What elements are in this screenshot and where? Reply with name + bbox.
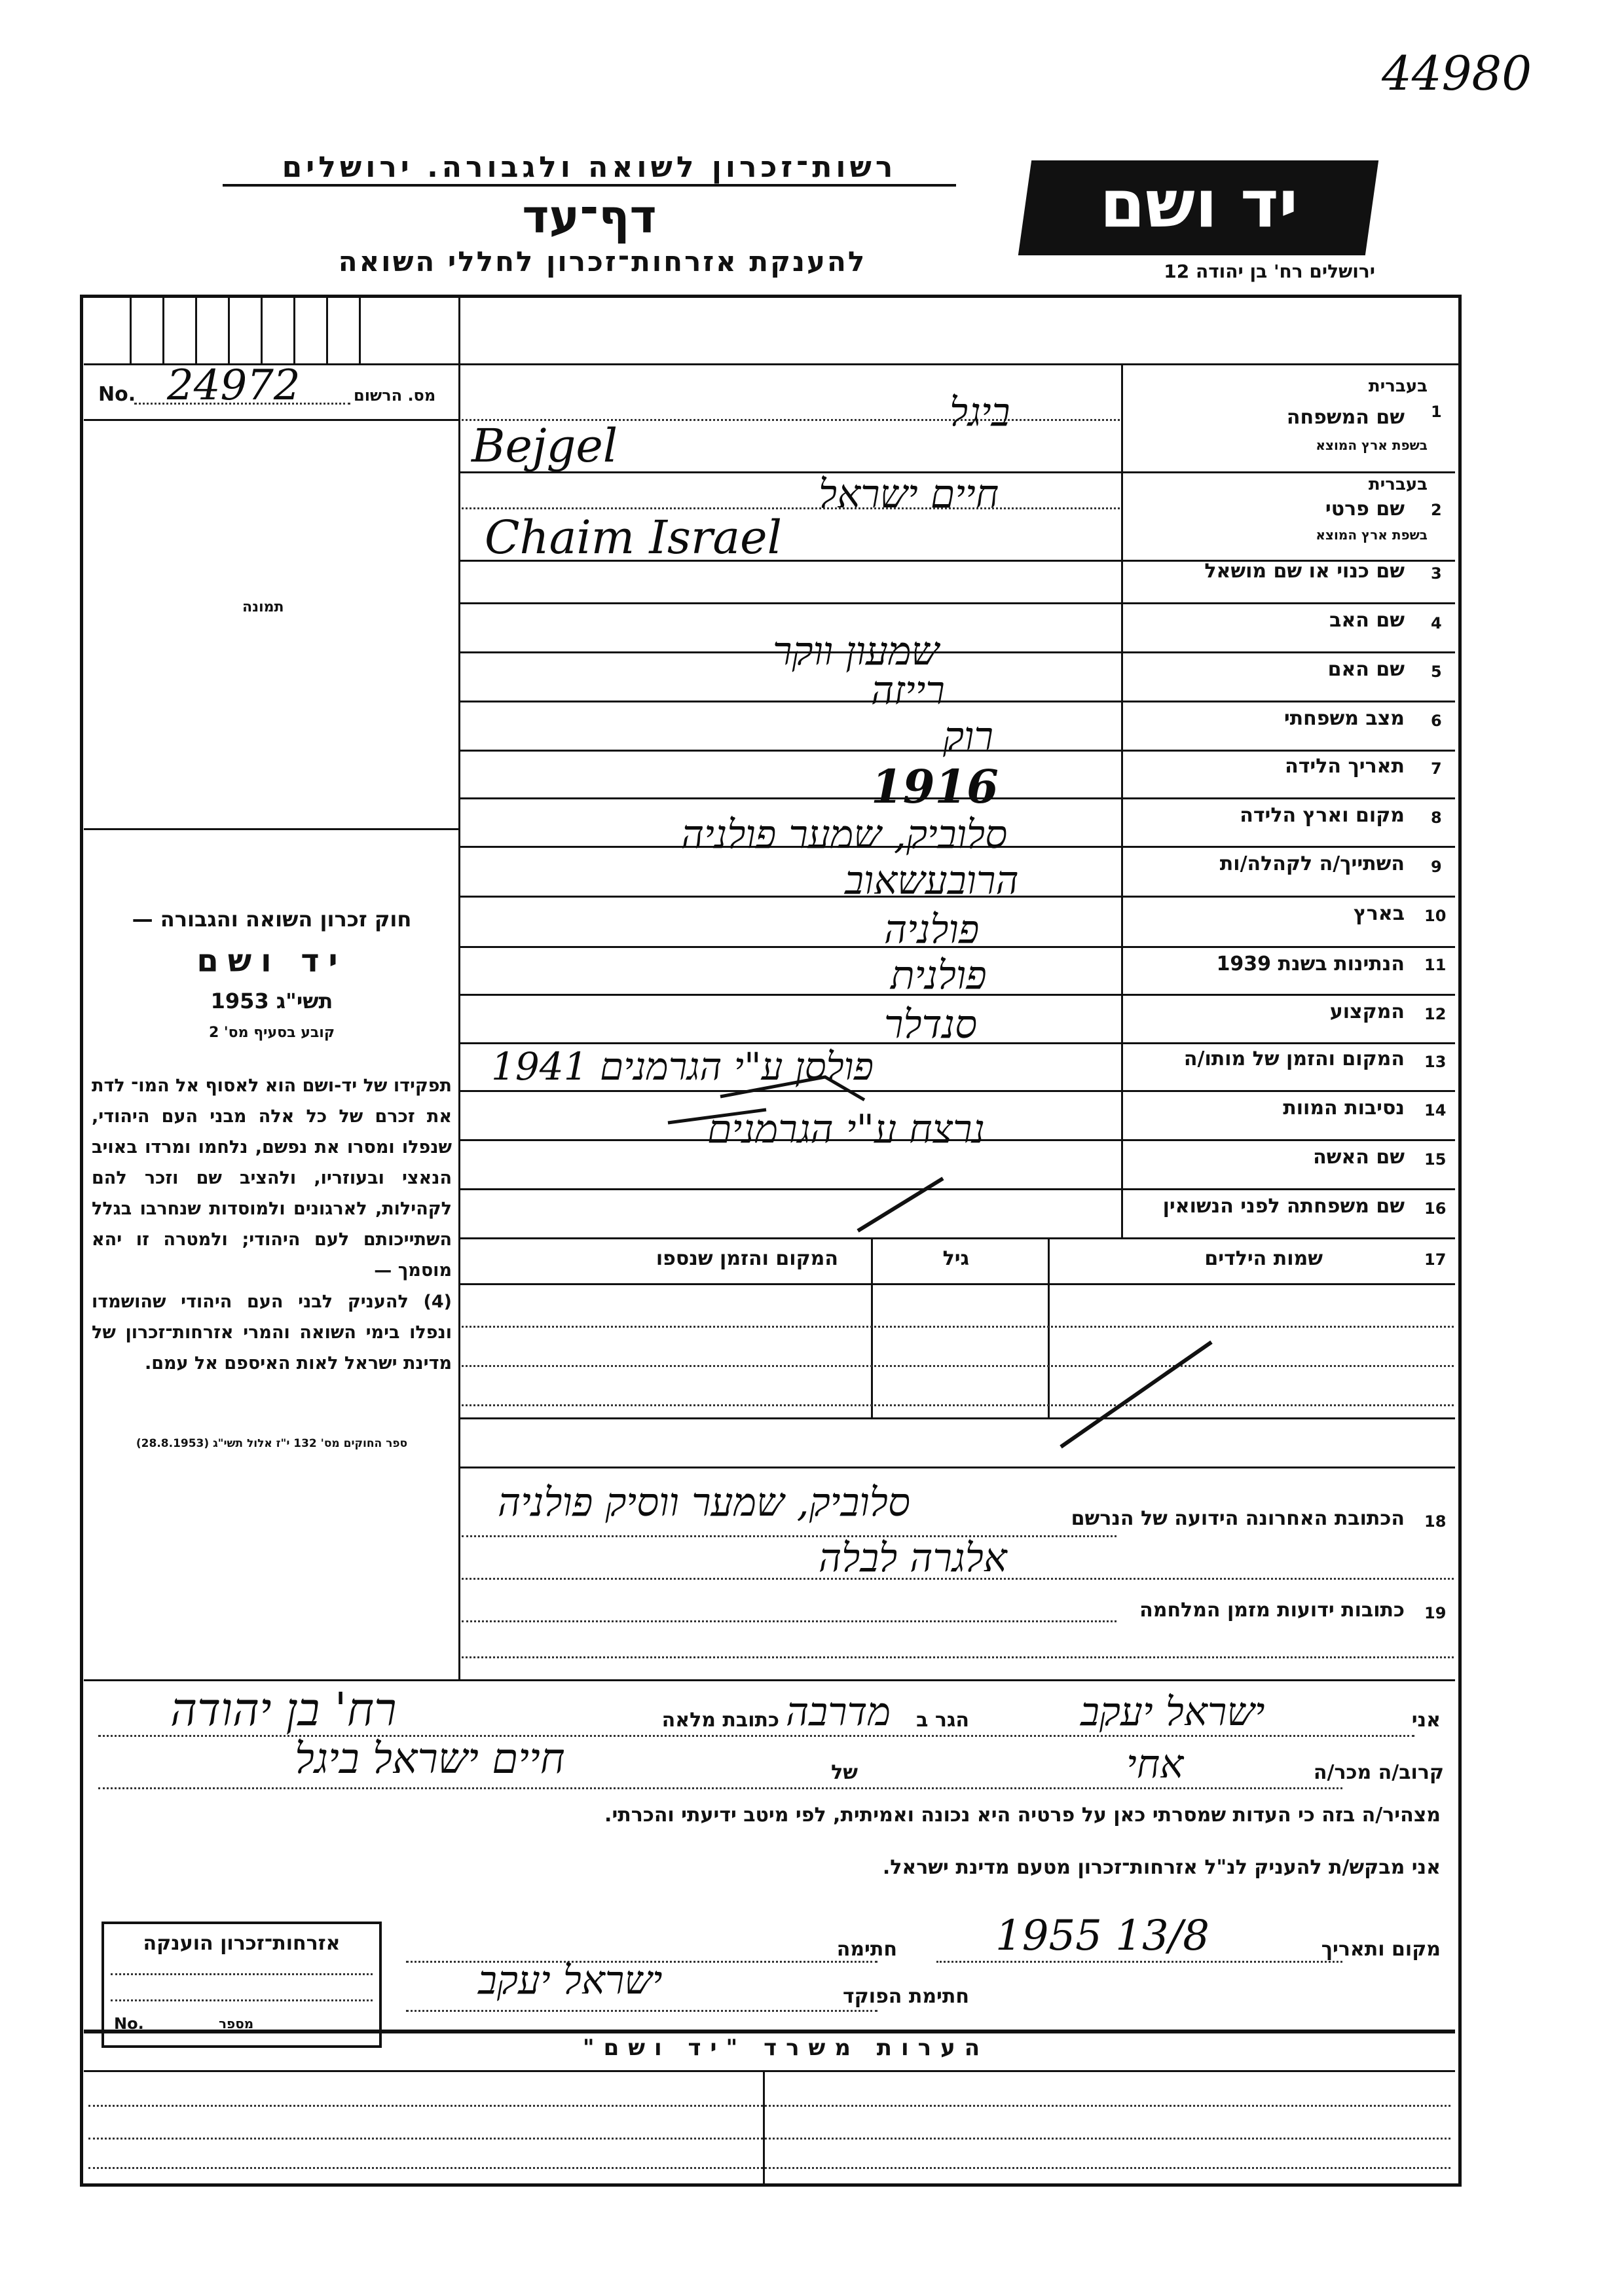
notes-line: [88, 2138, 1450, 2140]
label-column-divider: [1121, 363, 1123, 1237]
registration-number: 24972: [167, 361, 301, 410]
decl-signature-value: ישראל יעקב: [478, 1958, 663, 2003]
field-4-num: 4: [1431, 614, 1442, 632]
field-13-label: המקום והזמן של מותו/ה: [1183, 1048, 1405, 1070]
decl-address-label: כתובת מלאה: [661, 1709, 779, 1732]
field-2-value-origin: Chaim Israel: [485, 511, 782, 564]
field-1-value: ביגל: [950, 390, 1010, 435]
field-11-num: 11: [1424, 956, 1447, 974]
certificate-number-label: מספר: [219, 2016, 254, 2032]
field-14-label: נסיבות המוות: [1283, 1097, 1405, 1120]
decl-city-value: מדרבה: [786, 1689, 891, 1735]
cert-dotline: [111, 1973, 373, 1975]
law-year: תשי"ג 1953: [210, 989, 333, 1013]
field-9-num: 9: [1431, 858, 1442, 876]
strip-tick: [326, 298, 328, 363]
field-14-num: 14: [1424, 1101, 1447, 1120]
field-19-line: [462, 1656, 1454, 1658]
cert-dotline: [111, 1999, 373, 2001]
yad-vashem-logo: [1018, 160, 1378, 255]
authority-title: רשות־זכרון לשואה ולגבורה. ירושלים: [223, 151, 956, 187]
form-title: דף־עד: [522, 190, 657, 244]
left-column-divider: [458, 298, 460, 1679]
field-7-num: 7: [1431, 759, 1442, 778]
field-6-value: רוק: [943, 714, 993, 759]
field-19-label: כתובות ידועות מזמן המלחמה: [1139, 1599, 1405, 1622]
strip-tick: [359, 298, 361, 363]
notes-top-line: [84, 2030, 1455, 2033]
row-line: [458, 651, 1455, 653]
strip-tick: [293, 298, 295, 363]
field-4-label: שם האב: [1329, 609, 1405, 632]
field-7-value: 1916: [871, 759, 999, 814]
field-15-label: שם האשה: [1313, 1146, 1405, 1169]
decl-official-sig-label: חתימת הפוקד: [843, 1985, 969, 2008]
field-18-line: [462, 1578, 1454, 1580]
field-16-label: שם משפחתה לפני הנשואין: [1162, 1195, 1405, 1218]
field-8-num: 8: [1431, 809, 1442, 827]
field-2-sub-hebrew: בעברית: [1368, 475, 1428, 494]
field-1-num: 1: [1431, 403, 1442, 421]
logo-address: ירושלים רח' בן יהודה 12: [1164, 261, 1375, 282]
field-5-num: 5: [1431, 663, 1442, 681]
field-1-sub-hebrew: בעברית: [1368, 376, 1428, 396]
field-9-label: השתייך/ה לקהלה/ות: [1219, 852, 1405, 875]
field-1-value-origin: Bejgel: [471, 419, 618, 473]
field-15-num: 15: [1424, 1150, 1447, 1169]
photo-label: תמונה: [242, 599, 284, 615]
decl-statement-2: אני מבקש/ת להעניק לנ"ל אזרחות־זכרון מטעם מדינת ישראל.: [882, 1856, 1441, 1879]
field-16-num: 16: [1424, 1199, 1447, 1218]
registration-no-label: No.: [98, 383, 136, 406]
strip-tick: [195, 298, 197, 363]
field-6-label: מצב משפחתי: [1283, 707, 1405, 730]
decl-line: [406, 2010, 877, 2012]
field-10-label: בארץ: [1353, 902, 1405, 925]
decl-place-date-label: מקום ותאריך: [1321, 1938, 1441, 1961]
diagonal-stroke: [858, 1178, 943, 1231]
children-bottom-line: [458, 1417, 1455, 1419]
strike-stroke: [668, 1110, 766, 1123]
certificate-no-label: No.: [114, 2014, 144, 2033]
field-10-value: פולניה: [884, 907, 980, 953]
law-paragraph-2: (4) להעניק לבני העם היהודי שהושמדו ונפלו בימי השואה והמרי אזרחות־זכרון של מדינת ישראל לאות האיספם אל עמם.: [92, 1292, 452, 1374]
decl-name-value: ישראל יעקב: [1080, 1689, 1265, 1735]
field-9-value: הרובעשאוב: [845, 858, 1019, 903]
row-line: [458, 701, 1455, 702]
notes-line: [88, 2105, 1450, 2107]
registration-label: מס. הרשום: [354, 386, 436, 405]
law-title: חוק זכרון השואה והגבורה —: [132, 907, 412, 932]
certificate-box-title: אזרחות־זכרון הוענקה: [143, 1932, 341, 1955]
field-2-sub-origin: בשפת ארץ המוצא: [1316, 527, 1428, 543]
field-12-label: המקצוע: [1329, 1000, 1405, 1023]
photo-bottom-line: [84, 828, 458, 830]
children-header-names: שמות הילדים: [1204, 1247, 1323, 1270]
law-footnote: ספר החוקים מס' 132 י"ז אלול תשי"ג (28.8.1953): [136, 1437, 408, 1450]
field-17-num: 17: [1424, 1250, 1447, 1269]
field-5-value: רייזה: [871, 668, 945, 714]
decl-statement-1: מצהיר/ה בזה כי העדות שמסרתי כאן על פרטיה היא נכונה ואמיתית, לפי מיטב ידיעתי והכרתי.: [604, 1804, 1441, 1827]
logo-text: יד ושם: [1099, 166, 1299, 242]
field-3-label: שם כנוי או שם מושאל: [1204, 560, 1405, 583]
children-row: [462, 1365, 1454, 1367]
reg-dotline: [134, 403, 350, 405]
row-line: [458, 1237, 1455, 1239]
field-10-num: 10: [1424, 907, 1447, 925]
diagonal-stroke: [1061, 1342, 1211, 1447]
form-subtitle: להענקת אזרחות־זכרון לחללי השואה: [338, 246, 867, 278]
strike-stroke: [720, 1077, 864, 1100]
notes-line: [88, 2167, 1450, 2169]
field-6-num: 6: [1431, 712, 1442, 730]
children-header-age: גיל: [942, 1247, 969, 1270]
declaration-top-line: [84, 1679, 1455, 1681]
field-13-value: פולסן ע"י הגרמנים 1941: [491, 1044, 874, 1089]
decl-of-label: של: [831, 1761, 858, 1784]
field-19-line: [462, 1620, 1116, 1622]
reg-underline: [84, 419, 458, 421]
decl-line: [936, 1961, 1342, 1963]
strip-tick: [228, 298, 230, 363]
field-3-num: 3: [1431, 564, 1442, 583]
field-2-label: שם פרטי: [1325, 498, 1405, 520]
field-8-label: מקום וארץ הלידה: [1240, 804, 1405, 827]
field-2-value: חיים ישראל: [819, 471, 999, 517]
field-12-num: 12: [1424, 1005, 1447, 1023]
strike-marks: [458, 1041, 1120, 1237]
field-5-label: שם האם: [1327, 658, 1405, 681]
field-8-value: סלוביק, שמער פולניה: [681, 812, 1008, 858]
field-18-value: סלוביק, שמער ווסיק פולניה: [498, 1480, 910, 1525]
field-12-value: סנדלר: [884, 1002, 978, 1048]
office-notes-title: הערות משרד "יד ושם": [582, 2035, 989, 2061]
children-row: [462, 1326, 1454, 1328]
law-paragraph-1: תפקידו של יד-ושם הוא לאסוף אל המו־ לדת את זכרם של כל אלה מבני העם היהודי, שנפלו ומסרו את נפשם, נלחמו ומרדו באויב הנאצי ובעוזריו, ולהציב שם וזכר להם לקהילות, לארגונים ולמוסדות שנחרבו בגלל השתייכותם לעם היהודי; ולמטרה זו יהא מוסמך —: [92, 1076, 452, 1281]
field-18-value-2: אלגרה לבלה: [819, 1535, 1007, 1581]
field-14-value: נרצח ע"י הגרמנים: [707, 1106, 986, 1152]
strip-tick: [261, 298, 263, 363]
field-1-label: שם המשפחה: [1286, 406, 1405, 429]
decl-address-value: רח' בן יהודה: [170, 1683, 397, 1736]
field-7-label: תאריך הלידה: [1285, 755, 1405, 778]
decl-line: [98, 1787, 1342, 1789]
field-1-sub-origin: בשפת ארץ המוצא: [1316, 437, 1428, 453]
children-header-place: המקום והזמן שנספו: [655, 1247, 838, 1270]
decl-date-value: 13/8 1955: [995, 1912, 1209, 1960]
children-diagonal-stroke: [1054, 1336, 1218, 1453]
decl-relative-label: קרוב/ה מכר/ה: [1313, 1761, 1444, 1784]
notes-header-line: [84, 2070, 1455, 2072]
children-header-line: [458, 1283, 1455, 1285]
field-11-value: פולנית: [891, 953, 987, 998]
decl-signature-label: חתימה: [836, 1938, 897, 1961]
law-org: יד ושם: [196, 943, 347, 979]
field-2-num: 2: [1431, 501, 1442, 519]
field-18-line: [462, 1535, 1116, 1537]
row-dotline: [462, 507, 1120, 509]
decl-ani: אני: [1411, 1709, 1441, 1732]
children-row: [462, 1404, 1454, 1406]
field-13-num: 13: [1424, 1053, 1447, 1071]
archive-number: 44980: [1382, 46, 1532, 101]
decl-gar-label: הגר ב: [916, 1709, 969, 1732]
section-line: [458, 1467, 1455, 1468]
strip-tick: [162, 298, 164, 363]
decl-relative-value: אחי: [1126, 1741, 1184, 1787]
row-line: [458, 602, 1455, 604]
law-section: קובע בסעיף מס' 2: [208, 1025, 335, 1041]
field-18-num: 18: [1424, 1512, 1447, 1531]
decl-of-value: חיים ישראל ביגל: [295, 1735, 565, 1783]
field-19-num: 19: [1424, 1604, 1447, 1622]
field-18-label: הכתובת האחרונה הידועה של הנרשם: [1071, 1507, 1405, 1530]
field-11-label: הנתינות בשנת 1939: [1216, 953, 1405, 975]
strip-tick: [130, 298, 132, 363]
field-4-value: שמעון ווקר: [773, 629, 940, 674]
